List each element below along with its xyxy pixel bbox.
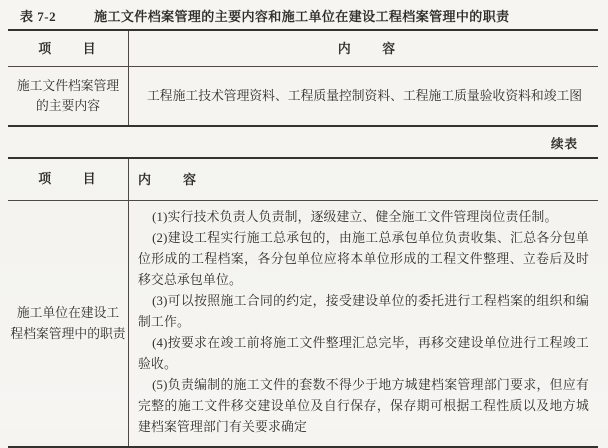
duty-item-4: (4)按要求在竣工前将施工文件整理汇总完毕，再移交建设单位进行工程竣工验收。 (138, 336, 589, 371)
duty-item-2: (2)建设工程实行施工总承包的，由施工总承包单位负责收集、汇总各分包单位形成的工程档案，各分包单位应将本单位形成的工程文件整理、立卷后及时移交总承包单位。 (138, 231, 589, 287)
table1-row-content (129, 67, 598, 125)
duty-item-5: (5)负责编制的施工文件的套数不得少于地方城建档案管理部门要求，但应有完整的施工文件移交建设单位及自行保存，保存期可根据工程性质以及地方城建档案管理部门有关要求确定 (138, 378, 589, 434)
table2-header-row (8, 159, 598, 201)
table2-header-item-cell: 项 目 (8, 159, 129, 200)
table-caption (0, 0, 608, 29)
table1-row (8, 67, 598, 125)
table1-header-row (8, 31, 598, 67)
table1-header-item-cell: 项 目 (8, 31, 129, 66)
duty-item-3: (3)可以按照施工合同的约定，接受建设单位的委托进行工程档案的组织和编制工作。 (138, 294, 589, 329)
table-number-label: 表 7-2 (20, 9, 57, 24)
table-title: 施工文件档案管理的主要内容和施工单位在建设工程档案管理中的职责 (94, 9, 510, 24)
table1-row-label-line2: 的主要内容 (36, 99, 100, 113)
duty-item-1: (1)实行技术负责人负责制，逐级建立、健全施工文件管理岗位责任制。 (152, 210, 558, 224)
table2-row-label (8, 201, 129, 446)
table1-row-label (8, 67, 129, 125)
table-duties (8, 157, 598, 448)
table2-row-label-line1: 施工单位在建设工 (16, 305, 120, 320)
table2-header-content-cell: 内 容 (138, 172, 199, 187)
table1-row-content-text: 工程施工技术管理资料、工程质量控制资料、工程施工质量验收资料和竣工图 (147, 89, 583, 103)
table1-header-content-cell: 内 容 (337, 41, 398, 56)
table2-row-content (129, 201, 598, 446)
table2-row-label-line2: 程档案管理中的职责 (10, 326, 126, 341)
table-main-contents (8, 29, 598, 127)
table2-row (8, 201, 598, 446)
continued-table-label: 续表 (550, 137, 578, 151)
table1-row-label-line1: 施工文件档案管理 (16, 79, 120, 93)
